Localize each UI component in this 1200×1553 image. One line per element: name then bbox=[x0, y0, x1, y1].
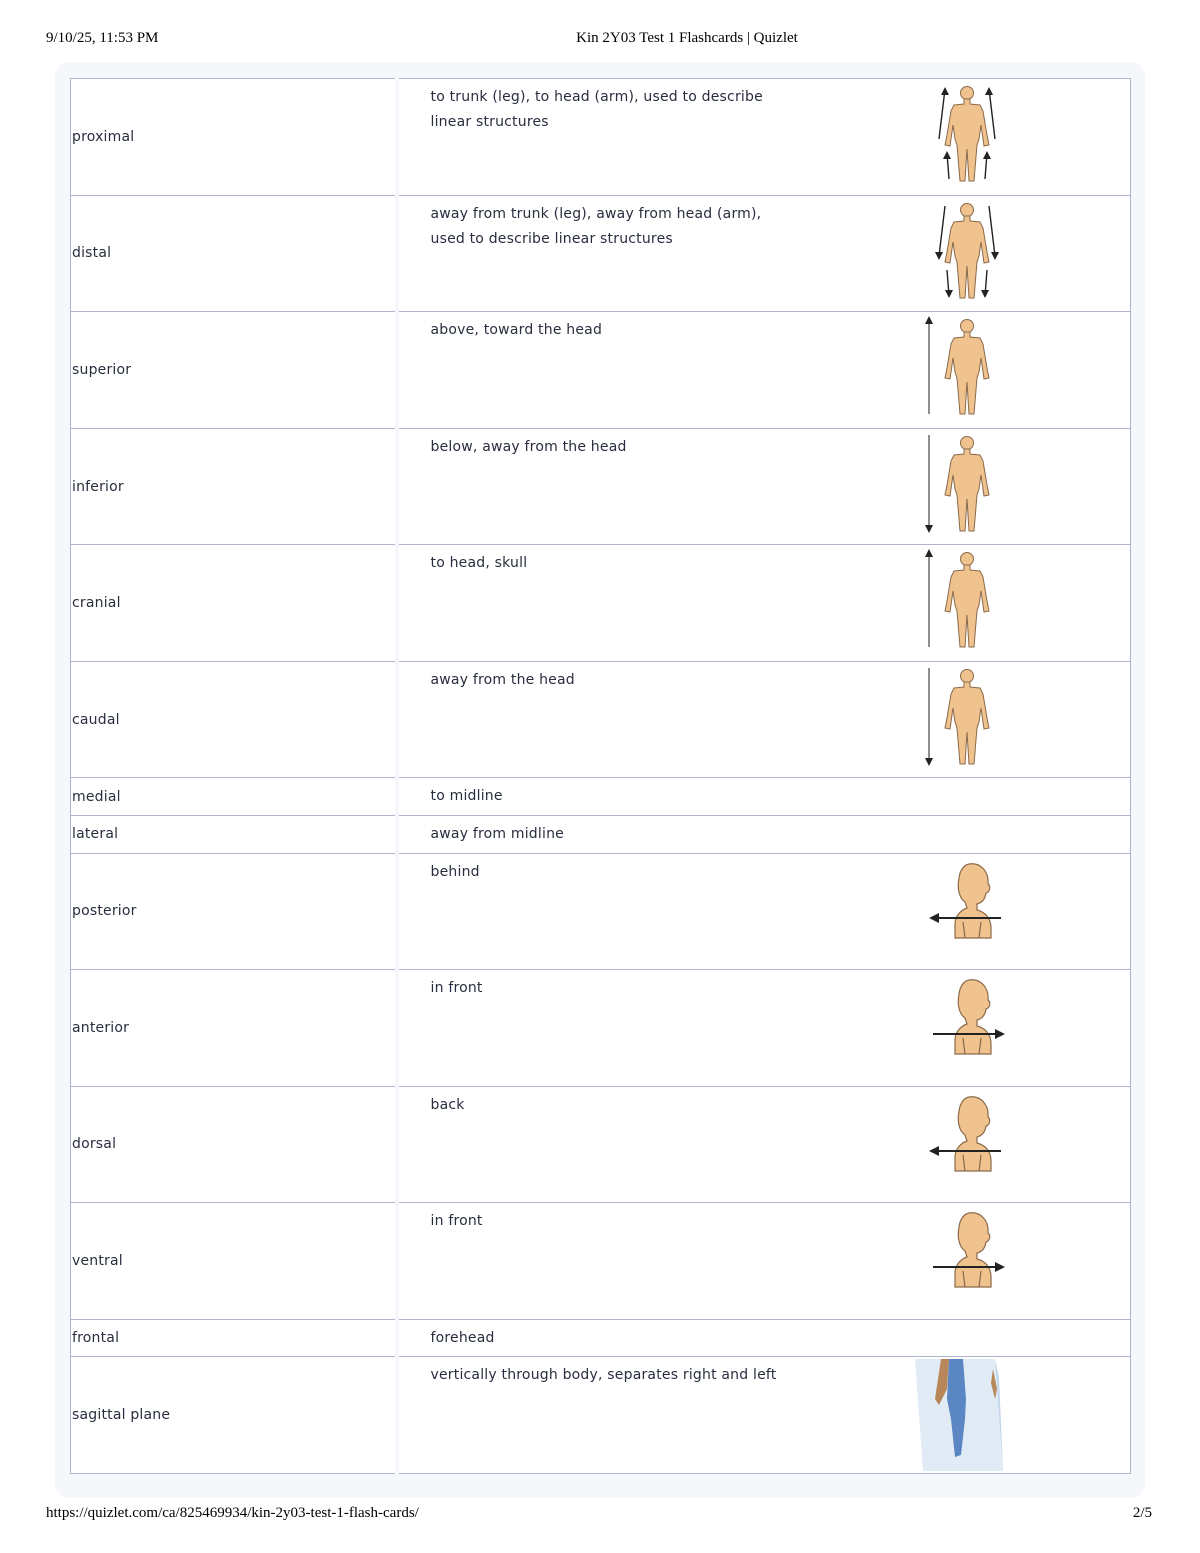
definition-cell: away from midline bbox=[397, 815, 917, 853]
bust-arrow-back-icon bbox=[909, 858, 1025, 944]
term-row bbox=[71, 545, 1131, 662]
body-proximal-arrows-icon bbox=[909, 81, 1025, 185]
definition-cell: to head, skull bbox=[397, 545, 917, 662]
definition-image-cell bbox=[917, 1357, 1131, 1474]
term-cell: ventral bbox=[71, 1203, 397, 1320]
print-page-number: 2/5 bbox=[1132, 1505, 1152, 1521]
term-row bbox=[71, 1319, 1131, 1357]
sagittal-plane-figure-icon bbox=[911, 1359, 1027, 1471]
definition-image bbox=[909, 314, 1025, 422]
definition-image bbox=[909, 81, 1025, 189]
definition-cell: behind bbox=[397, 853, 917, 970]
definition-cell: above, toward the head bbox=[397, 312, 917, 429]
definition-image-cell bbox=[917, 428, 1131, 545]
definition-image-cell bbox=[917, 195, 1131, 312]
definition-image-cell bbox=[917, 815, 1131, 853]
term-cell: cranial bbox=[71, 545, 397, 662]
body-up-arrow-icon bbox=[909, 547, 1025, 651]
term-row bbox=[71, 778, 1131, 816]
term-cell: frontal bbox=[71, 1319, 397, 1357]
term-cell: dorsal bbox=[71, 1086, 397, 1203]
definition-image-cell bbox=[917, 79, 1131, 196]
definition-image-cell bbox=[917, 312, 1131, 429]
print-header bbox=[0, 30, 1200, 50]
definition-cell: in front bbox=[397, 970, 917, 1087]
definition-image bbox=[909, 664, 1025, 772]
term-cell: proximal bbox=[71, 79, 397, 196]
definition-image-cell bbox=[917, 1319, 1131, 1357]
definition-cell: away from the head bbox=[397, 661, 917, 778]
body-up-arrow-icon bbox=[909, 314, 1025, 418]
term-row bbox=[71, 970, 1131, 1087]
definition-cell: below, away from the head bbox=[397, 428, 917, 545]
definition-image bbox=[909, 198, 1025, 306]
term-cell: caudal bbox=[71, 661, 397, 778]
definition-cell: away from trunk (leg), away from head (arm), used to describe linear structures bbox=[397, 195, 917, 312]
definition-image-cell bbox=[917, 1086, 1131, 1203]
definition-cell: to trunk (leg), to head (arm), used to describe linear structures bbox=[397, 79, 917, 196]
term-row bbox=[71, 195, 1131, 312]
definition-image bbox=[909, 858, 1025, 948]
definition-image bbox=[909, 431, 1025, 539]
term-row bbox=[71, 1203, 1131, 1320]
term-row bbox=[71, 1086, 1131, 1203]
body-distal-arrows-icon bbox=[909, 198, 1025, 302]
term-cell: distal bbox=[71, 195, 397, 312]
term-cell: anterior bbox=[71, 970, 397, 1087]
definition-image bbox=[909, 974, 1025, 1064]
body-down-arrow-icon bbox=[909, 431, 1025, 535]
definition-image bbox=[911, 1359, 1027, 1475]
term-row bbox=[71, 312, 1131, 429]
term-cell: inferior bbox=[71, 428, 397, 545]
definition-cell: to midline bbox=[397, 778, 917, 816]
print-page-title: Kin 2Y03 Test 1 Flashcards | Quizlet bbox=[576, 30, 798, 46]
body-down-arrow-icon bbox=[909, 664, 1025, 768]
print-datetime: 9/10/25, 11:53 PM bbox=[46, 30, 159, 46]
term-cell: posterior bbox=[71, 853, 397, 970]
term-cell: superior bbox=[71, 312, 397, 429]
definition-cell: vertically through body, separates right and left bbox=[397, 1357, 917, 1474]
term-cell: sagittal plane bbox=[71, 1357, 397, 1474]
bust-arrow-front-icon bbox=[909, 974, 1025, 1060]
print-footer bbox=[0, 1505, 1200, 1525]
term-row bbox=[71, 79, 1131, 196]
definition-cell: forehead bbox=[397, 1319, 917, 1357]
term-row bbox=[71, 815, 1131, 853]
definition-image-cell bbox=[917, 1203, 1131, 1320]
definition-image bbox=[909, 547, 1025, 655]
definition-cell: in front bbox=[397, 1203, 917, 1320]
term-row bbox=[71, 661, 1131, 778]
bust-arrow-front-icon bbox=[909, 1207, 1025, 1293]
definition-image bbox=[909, 1091, 1025, 1181]
definition-image-cell bbox=[917, 778, 1131, 816]
terms-table bbox=[70, 78, 1131, 1474]
definition-cell: back bbox=[397, 1086, 917, 1203]
bust-arrow-back-icon bbox=[909, 1091, 1025, 1177]
definition-image-cell bbox=[917, 970, 1131, 1087]
print-url: https://quizlet.com/ca/825469934/kin-2y03-test-1-flash-cards/ bbox=[46, 1505, 419, 1521]
term-row bbox=[71, 428, 1131, 545]
term-cell: lateral bbox=[71, 815, 397, 853]
definition-image-cell bbox=[917, 661, 1131, 778]
term-cell: medial bbox=[71, 778, 397, 816]
definition-image bbox=[909, 1207, 1025, 1297]
definition-image-cell bbox=[917, 853, 1131, 970]
term-row bbox=[71, 1357, 1131, 1474]
term-row bbox=[71, 853, 1131, 970]
definition-image-cell bbox=[917, 545, 1131, 662]
